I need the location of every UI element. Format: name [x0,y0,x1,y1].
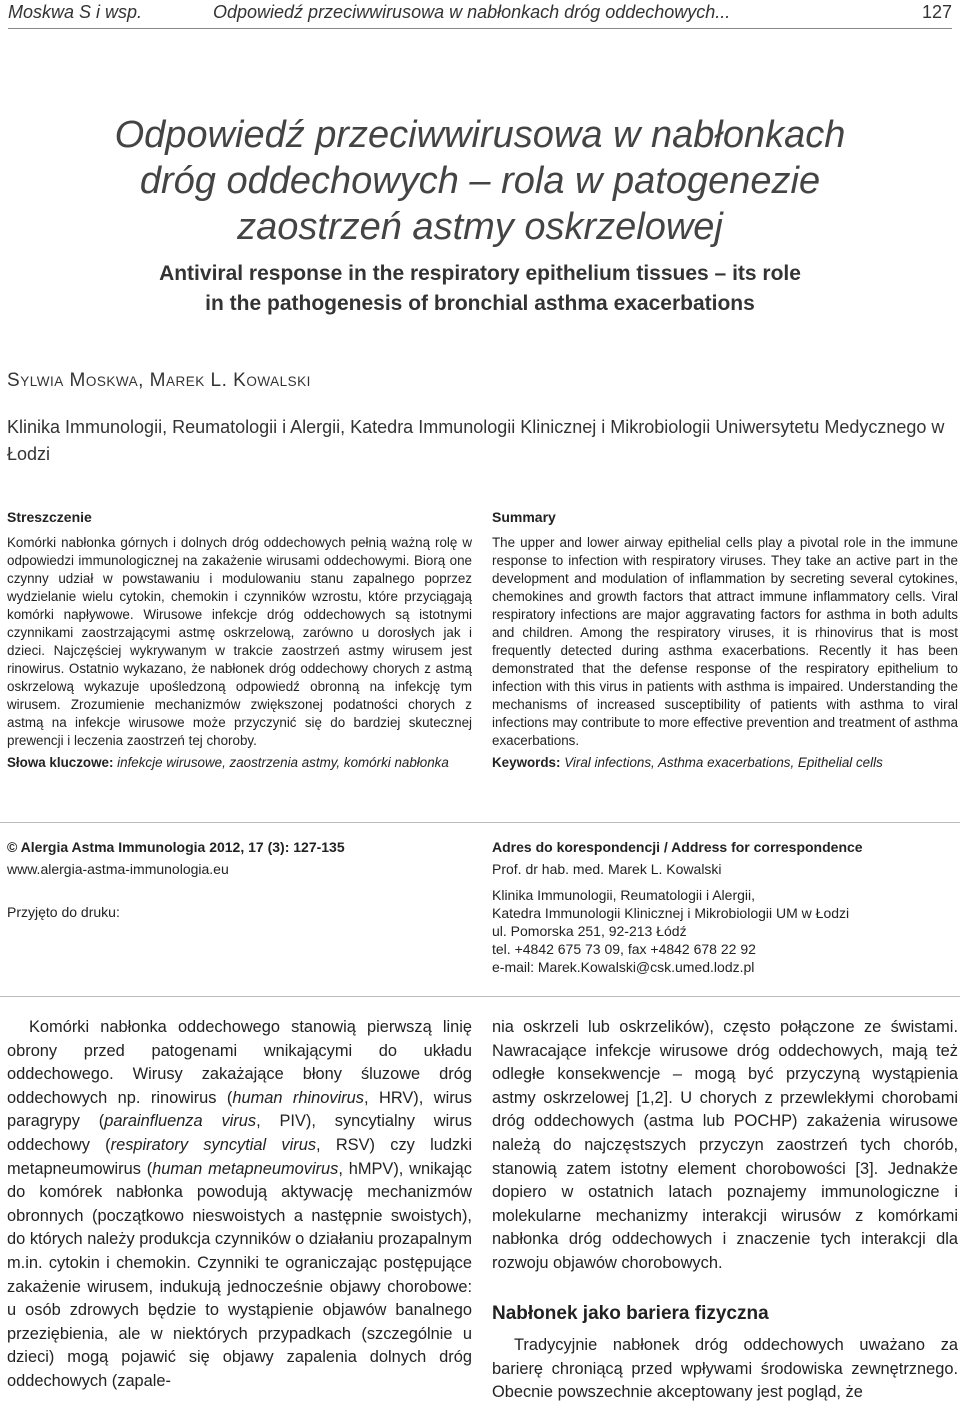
author-2-first-rest: AREK [165,374,205,389]
keywords-pl-label: Słowa kluczowe: [7,755,114,770]
article-title-pl [0,112,960,250]
body-italic: human metapneumovirus [152,1159,339,1178]
author-1-first-rest: YLWIA [20,374,64,389]
title-line: Odpowiedź przeciwwirusowa w nabłonkach [114,114,846,156]
affiliation: Klinika Immunologii, Reumatologii i Alergii, Katedra Immunologii Klinicznej i Mikrobiologii Uniwersytetu Medycznego w Łodzi [7,417,945,464]
body-text: , hMPV), wnikając do komórek nabłonka powodują aktywację mechanizmów obronnych (początkowo nieswoistych a następnie swoistych), do których należy produkcja czynników o działaniu prozapalnym m.in. cytokin i chemokin. Czynniki te ograniczając postępujące zakażenie wirusem, indukują jednocześnie objawy chorobowe: u osób zdrowych będzie to wystąpienie objawów banalnego przeziębienia, ale w niektórych przypadkach (szczególnie u dzieci) mogą pojawić się objawy zapalenia dolnych dróg oddechowych (zapale- [7,1159,472,1390]
author-2-last-initial: K [233,370,247,391]
keywords-en-label: Keywords: [492,755,561,770]
keywords-en-value: Viral infections, Asthma exacerbations, Epithelial cells [564,755,883,770]
correspondence-line: tel. +4842 675 73 09, fax +4842 678 22 92 [492,941,756,957]
body-italic: human rhinovirus [232,1088,364,1107]
abstract-en-text: The upper and lower airway epithelial cells play a pivotal role in the immune response to infection with respiratory viruses. They take an active part in the development and modulation of inflammation by secreting several cytokines, chemokines and growth factors that attract immune inflammatory cells. Viral respiratory infections are major aggravating factors for asthma in both adults and children. Among the respiratory viruses, it is rhinovirus that is most frequently detected during asthma exacerbations. Recently it has been demonstrated that the defense response of the respiratory epithelium to infection with this virus in patients with asthma is impaired. Understanding the mechanisms of increased susceptibility of patients with asthma to viral infections may contribute to more effective prevention and treatment of asthma exacerbations. [492,535,958,748]
keywords-en [492,754,958,772]
author-1-last-initial: M [69,370,86,391]
correspondence-line: ul. Pomorska 251, 92-213 Łódź [492,923,687,939]
body-column-right [492,1016,958,1405]
keywords-pl-value: infekcje wirusowe, zaostrzenia astmy, komórki nabłonka [117,755,449,770]
body-column-left [7,1016,472,1394]
author-1-last-rest: OSKWA [85,374,139,389]
abstract-pl-text: Komórki nabłonka górnych i dolnych dróg oddechowych pełnią ważną rolę w odpowiedzi immunologicznej na zakażenie wirusami oddechowymi. Biorą one czynny udział w powstawaniu i modulowaniu stanu zapalnego poprzez wydzielanie wielu cytokin, chemokin i czynników wzrostu, które przyciągają komórki napływowe. Wirusowe infekcje dróg oddechowych są istotnymi czynnikami zaostrzającymi astmę oskrzelową, zarówno u dorosłych jak i dzieci. Najczęściej wykrywanym w trakcie zaostrzeń astmy wirusem jest rinowirus. Ostatnio wykazano, że nabłonek dróg oddechowy chorych z astmą oskrzelową wykazuje upośledzoną odpowiedź obronną na infekcję tym wirusem. Zrozumienie mechanizmów zwiększonej podatności chorych z astmą na infekcje wirusowe może przyczynić się do bardziej skutecznej prewencji i leczenia zaostrzeń tej choroby. [7,535,472,748]
body-text: , RSV) czy ludzki metapneumowirus ( [7,1135,472,1178]
body-paragraph [7,1016,472,1394]
correspondence-name: Prof. dr hab. med. Marek L. Kowalski [492,861,722,877]
abstract-pl-heading: Streszczenie [7,509,92,525]
journal-citation: © Alergia Astma Immunologia 2012, 17 (3): 127-135 [7,839,345,855]
page-number: 127 [921,2,952,22]
correspondence-email[interactable]: e-mail: Marek.Kowalski@csk.umed.lodz.pl [492,959,755,975]
title-line: dróg oddechowych – rola w patogenezie [139,160,821,202]
author-2-middle: L. [204,370,234,391]
title-en-line: in the pathogenesis of bronchial asthma exacerbations [205,292,755,315]
body-italic: parainfluenza virus [104,1112,257,1131]
authors [7,370,311,392]
correspondence-heading: Adres do korespondencji / Address for correspondence [492,839,863,855]
running-header-authors: Moskwa S i wsp. [8,2,143,22]
body-paragraph: nia oskrzeli lub oskrzelików), często połączone ze świstami. Nawracające infekcje wirusowe dróg oddechowych, mają też odległe konsekwencje – mogą być przyczyną wystąpienia astmy oskrzelowej [1,2]. U chorych z przewlekłymi chorobami dróg oddechowych (astma lub POCHP) zakażenia wirusowe należą do najczęstszych przyczyn zaostrzeń tych chorób, stanowią zatem istotny element chorobowości [3]. Jednakże dopiero w ostatnich latach poznajemy immunologiczne i molekularne mechanizmy interakcji wirusów z komórkami nabłonka dróg oddechowych i znaczenie tych interakcji dla rozwoju objawów chorobowych. [492,1018,958,1272]
section-rule [0,996,960,997]
body-italic: respiratory syncytial virus [110,1135,317,1154]
abstract-en [492,508,958,772]
keywords-pl [7,754,472,772]
article-title-en [0,259,960,319]
abstract-en-heading: Summary [492,509,556,525]
section-heading: Nabłonek jako bariera fizyczna [492,1302,769,1324]
accepted-label: Przyjęto do druku: [7,904,120,920]
correspondence-line: Katedra Immunologii Klinicznej i Mikrobiologii UM w Łodzi [492,905,850,921]
section-rule [0,822,960,823]
author-2-last-rest: OWALSKI [246,374,311,389]
running-header [8,2,952,28]
header-rule [8,28,952,29]
correspondence-line: Klinika Immunologii, Reumatologii i Alergii, [492,887,756,903]
body-text: , HRV), wirus paragrypy ( [7,1088,472,1131]
title-line: zaostrzeń astmy oskrzelowej [237,206,723,248]
body-paragraph: Tradycyjnie nabłonek dróg oddechowych uważano za barierę chroniącą przed wpływami środowiska zewnętrznego. Obecnie powszechnie akceptowany jest pogląd, że [492,1336,958,1402]
body-text: , PIV), syncytialny wirus oddechowy ( [7,1112,473,1154]
author-separator: , [138,370,150,391]
title-en-line: Antiviral response in the respiratory epithelium tissues – its role [159,262,801,285]
author-1-first-initial: S [7,370,21,391]
correspondence-block [492,838,958,976]
journal-url[interactable]: www.alergia-astma-immunologia.eu [7,861,229,877]
abstract-pl [7,508,472,772]
author-2-first-initial: M [149,370,166,391]
citation-block [7,838,467,921]
body-text: Komórki nabłonka oddechowego stanowią pierwszą linię obrony przed patogenami wnikającymi do układu oddechowego. Wirusy zakażające błony śluzowe dróg oddechowych np. rinowirus ( [7,1018,472,1107]
running-header-title: Odpowiedź przeciwwirusowa w nabłonkach dróg oddechowych... [213,2,731,22]
